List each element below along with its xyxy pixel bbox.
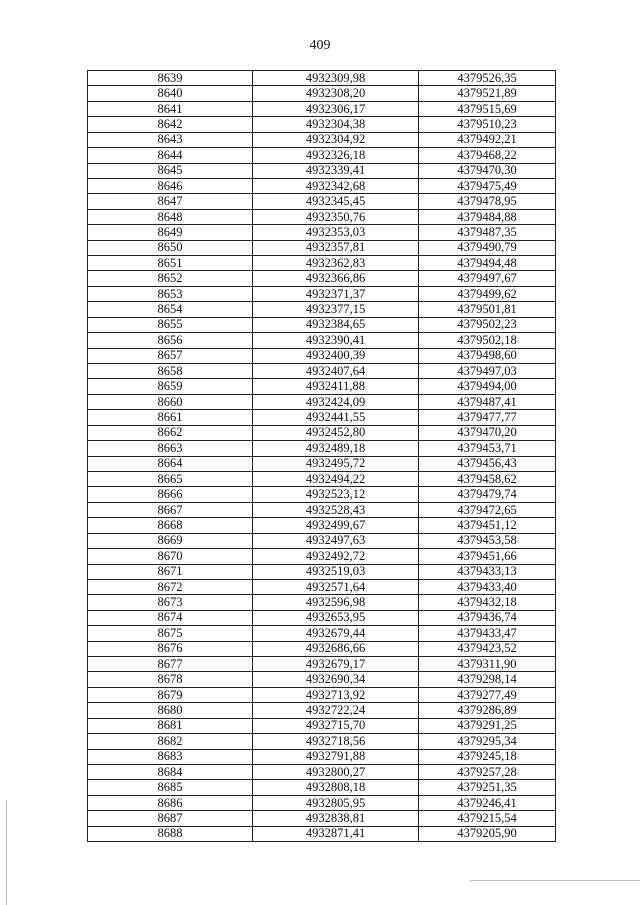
x-coordinate-cell: 4932596,98 [253,595,419,610]
point-number-cell: 8679 [88,687,253,702]
y-coordinate-cell: 4379497,03 [419,364,556,379]
x-coordinate-cell: 4932339,41 [253,163,419,178]
y-coordinate-cell: 4379251,35 [419,780,556,795]
point-number-cell: 8639 [88,71,253,86]
y-coordinate-cell: 4379291,25 [419,718,556,733]
table-row [88,703,556,718]
x-coordinate-cell: 4932362,83 [253,256,419,271]
point-number-cell: 8641 [88,101,253,116]
point-number-cell: 8660 [88,394,253,409]
x-coordinate-cell: 4932308,20 [253,86,419,101]
table-row [88,564,556,579]
x-coordinate-cell: 4932357,81 [253,240,419,255]
point-number-cell: 8673 [88,595,253,610]
point-number-cell: 8665 [88,471,253,486]
left-edge-line [6,800,7,905]
table-row [88,471,556,486]
y-coordinate-cell: 4379433,13 [419,564,556,579]
y-coordinate-cell: 4379286,89 [419,703,556,718]
y-coordinate-cell: 4379436,74 [419,610,556,625]
x-coordinate-cell: 4932679,44 [253,626,419,641]
x-coordinate-cell: 4932400,39 [253,348,419,363]
y-coordinate-cell: 4379515,69 [419,101,556,116]
table-row [88,209,556,224]
point-number-cell: 8656 [88,333,253,348]
x-coordinate-cell: 4932441,55 [253,410,419,425]
point-number-cell: 8645 [88,163,253,178]
y-coordinate-cell: 4379451,12 [419,518,556,533]
y-coordinate-cell: 4379295,34 [419,734,556,749]
point-number-cell: 8666 [88,487,253,502]
y-coordinate-cell: 4379458,62 [419,471,556,486]
x-coordinate-cell: 4932377,15 [253,302,419,317]
y-coordinate-cell: 4379499,62 [419,286,556,301]
table-row [88,826,556,841]
y-coordinate-cell: 4379477,77 [419,410,556,425]
y-coordinate-cell: 4379215,54 [419,811,556,826]
y-coordinate-cell: 4379433,40 [419,579,556,594]
point-number-cell: 8681 [88,718,253,733]
point-number-cell: 8657 [88,348,253,363]
x-coordinate-cell: 4932519,03 [253,564,419,579]
y-coordinate-cell: 4379433,47 [419,626,556,641]
point-number-cell: 8671 [88,564,253,579]
y-coordinate-cell: 4379498,60 [419,348,556,363]
point-number-cell: 8674 [88,610,253,625]
x-coordinate-cell: 4932528,43 [253,502,419,517]
y-coordinate-cell: 4379311,90 [419,657,556,672]
x-coordinate-cell: 4932411,88 [253,379,419,394]
y-coordinate-cell: 4379475,49 [419,178,556,193]
point-number-cell: 8646 [88,178,253,193]
x-coordinate-cell: 4932679,17 [253,657,419,672]
y-coordinate-cell: 4379277,49 [419,687,556,702]
table-row [88,163,556,178]
point-number-cell: 8667 [88,502,253,517]
table-row [88,795,556,810]
x-coordinate-cell: 4932452,80 [253,425,419,440]
y-coordinate-cell: 4379246,41 [419,795,556,810]
point-number-cell: 8683 [88,749,253,764]
y-coordinate-cell: 4379492,21 [419,132,556,147]
x-coordinate-cell: 4932722,24 [253,703,419,718]
point-number-cell: 8686 [88,795,253,810]
y-coordinate-cell: 4379468,22 [419,148,556,163]
x-coordinate-cell: 4932424,09 [253,394,419,409]
x-coordinate-cell: 4932353,03 [253,225,419,240]
y-coordinate-cell: 4379521,89 [419,86,556,101]
table-row [88,518,556,533]
y-coordinate-cell: 4379257,28 [419,764,556,779]
x-coordinate-cell: 4932345,45 [253,194,419,209]
table-row [88,811,556,826]
y-coordinate-cell: 4379245,18 [419,749,556,764]
table-row [88,687,556,702]
point-number-cell: 8655 [88,317,253,332]
coordinates-table-body [88,71,556,842]
y-coordinate-cell: 4379478,95 [419,194,556,209]
y-coordinate-cell: 4379502,23 [419,317,556,332]
table-row [88,533,556,548]
point-number-cell: 8640 [88,86,253,101]
point-number-cell: 8687 [88,811,253,826]
point-number-cell: 8684 [88,764,253,779]
table-row [88,487,556,502]
table-row [88,610,556,625]
x-coordinate-cell: 4932497,63 [253,533,419,548]
y-coordinate-cell: 4379494,48 [419,256,556,271]
x-coordinate-cell: 4932690,34 [253,672,419,687]
point-number-cell: 8649 [88,225,253,240]
x-coordinate-cell: 4932304,38 [253,117,419,132]
x-coordinate-cell: 4932495,72 [253,456,419,471]
table-row [88,256,556,271]
point-number-cell: 8669 [88,533,253,548]
y-coordinate-cell: 4379484,88 [419,209,556,224]
point-number-cell: 8675 [88,626,253,641]
x-coordinate-cell: 4932791,88 [253,749,419,764]
table-row [88,734,556,749]
point-number-cell: 8685 [88,780,253,795]
point-number-cell: 8650 [88,240,253,255]
table-row [88,379,556,394]
point-number-cell: 8653 [88,286,253,301]
x-coordinate-cell: 4932304,92 [253,132,419,147]
x-coordinate-cell: 4932309,98 [253,71,419,86]
point-number-cell: 8676 [88,641,253,656]
table-row [88,302,556,317]
table-row [88,549,556,564]
table-row [88,626,556,641]
bottom-edge-line [470,880,640,881]
point-number-cell: 8680 [88,703,253,718]
x-coordinate-cell: 4932489,18 [253,441,419,456]
table-row [88,394,556,409]
x-coordinate-cell: 4932808,18 [253,780,419,795]
x-coordinate-cell: 4932800,27 [253,764,419,779]
point-number-cell: 8654 [88,302,253,317]
table-row [88,718,556,733]
point-number-cell: 8644 [88,148,253,163]
y-coordinate-cell: 4379472,65 [419,502,556,517]
y-coordinate-cell: 4379487,41 [419,394,556,409]
table-row [88,425,556,440]
x-coordinate-cell: 4932715,70 [253,718,419,733]
x-coordinate-cell: 4932713,92 [253,687,419,702]
table-row [88,657,556,672]
table-row [88,317,556,332]
y-coordinate-cell: 4379453,58 [419,533,556,548]
x-coordinate-cell: 4932384,65 [253,317,419,332]
x-coordinate-cell: 4932492,72 [253,549,419,564]
page-number: 409 [309,38,331,53]
x-coordinate-cell: 4932838,81 [253,811,419,826]
table-row [88,441,556,456]
table-row [88,194,556,209]
point-number-cell: 8647 [88,194,253,209]
y-coordinate-cell: 4379205,90 [419,826,556,841]
y-coordinate-cell: 4379453,71 [419,441,556,456]
table-row [88,148,556,163]
point-number-cell: 8668 [88,518,253,533]
point-number-cell: 8659 [88,379,253,394]
x-coordinate-cell: 4932805,95 [253,795,419,810]
y-coordinate-cell: 4379451,66 [419,549,556,564]
point-number-cell: 8677 [88,657,253,672]
point-number-cell: 8672 [88,579,253,594]
table-row [88,225,556,240]
y-coordinate-cell: 4379298,14 [419,672,556,687]
x-coordinate-cell: 4932653,95 [253,610,419,625]
y-coordinate-cell: 4379487,35 [419,225,556,240]
x-coordinate-cell: 4932407,64 [253,364,419,379]
x-coordinate-cell: 4932350,76 [253,209,419,224]
table-row [88,348,556,363]
point-number-cell: 8682 [88,734,253,749]
point-number-cell: 8670 [88,549,253,564]
y-coordinate-cell: 4379423,52 [419,641,556,656]
x-coordinate-cell: 4932523,12 [253,487,419,502]
y-coordinate-cell: 4379456,43 [419,456,556,471]
y-coordinate-cell: 4379494,00 [419,379,556,394]
point-number-cell: 8642 [88,117,253,132]
table-row [88,117,556,132]
y-coordinate-cell: 4379502,18 [419,333,556,348]
y-coordinate-cell: 4379501,81 [419,302,556,317]
point-number-cell: 8678 [88,672,253,687]
table-row [88,749,556,764]
x-coordinate-cell: 4932718,56 [253,734,419,749]
y-coordinate-cell: 4379470,30 [419,163,556,178]
table-row [88,364,556,379]
table-row [88,178,556,193]
table-row [88,764,556,779]
point-number-cell: 8651 [88,256,253,271]
x-coordinate-cell: 4932571,64 [253,579,419,594]
table-row [88,641,556,656]
table-row [88,595,556,610]
point-number-cell: 8662 [88,425,253,440]
y-coordinate-cell: 4379432,18 [419,595,556,610]
table-row [88,579,556,594]
point-number-cell: 8688 [88,826,253,841]
table-row [88,286,556,301]
table-row [88,780,556,795]
point-number-cell: 8661 [88,410,253,425]
x-coordinate-cell: 4932390,41 [253,333,419,348]
x-coordinate-cell: 4932326,18 [253,148,419,163]
point-number-cell: 8663 [88,441,253,456]
table-row [88,71,556,86]
y-coordinate-cell: 4379497,67 [419,271,556,286]
y-coordinate-cell: 4379479,74 [419,487,556,502]
x-coordinate-cell: 4932371,37 [253,286,419,301]
point-number-cell: 8643 [88,132,253,147]
point-number-cell: 8658 [88,364,253,379]
table-row [88,502,556,517]
x-coordinate-cell: 4932871,41 [253,826,419,841]
coordinates-table [87,70,556,842]
y-coordinate-cell: 4379510,23 [419,117,556,132]
x-coordinate-cell: 4932366,86 [253,271,419,286]
x-coordinate-cell: 4932499,67 [253,518,419,533]
table-row [88,333,556,348]
table-row [88,132,556,147]
y-coordinate-cell: 4379490,79 [419,240,556,255]
table-row [88,101,556,116]
table-row [88,456,556,471]
table-row [88,271,556,286]
point-number-cell: 8652 [88,271,253,286]
table-row [88,86,556,101]
y-coordinate-cell: 4379526,35 [419,71,556,86]
table-row [88,410,556,425]
point-number-cell: 8648 [88,209,253,224]
x-coordinate-cell: 4932494,22 [253,471,419,486]
x-coordinate-cell: 4932306,17 [253,101,419,116]
table-row [88,672,556,687]
table-row [88,240,556,255]
point-number-cell: 8664 [88,456,253,471]
x-coordinate-cell: 4932342,68 [253,178,419,193]
x-coordinate-cell: 4932686,66 [253,641,419,656]
y-coordinate-cell: 4379470,20 [419,425,556,440]
